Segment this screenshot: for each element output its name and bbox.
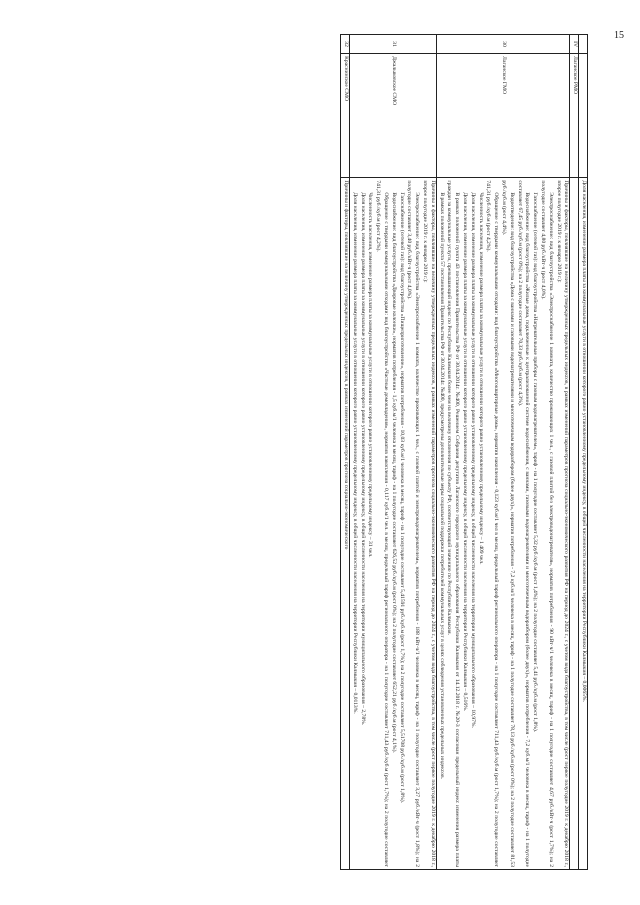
paragraph: Доля населения, изменение размера платы за коммунальные услуги в отношении которого равно установленному предельному индексу, в общей численности населения на территории Республики Калмыкия – 0,0065%. bbox=[581, 180, 587, 702]
paragraph: Электроснабжение: вид благоустройства «Электроснабжение 1 комната, количество проживающих 1 чел., с газовой плитой без электроводонагревателя», норматив потребления - 90 кВт·ч/1 человека в месяц, тариф - на 1 полугодие составляет 4,67 руб./кВт·ч (рост 1,7%); на 2 полугодие составляет 4,80 руб./кВт·ч (рост 4,0%). bbox=[540, 180, 554, 867]
paragraph: Водоснабжение: вид благоустройства «Дворовые колонки», норматив потребления - 1,5 куб.м/1 человека в месяц, тариф - на 1 полугодие составляет 626,52 руб./куб.м (рост 0%); на 2 полугодие составляет 652,21 руб./куб.м (рост 4,1%). bbox=[390, 192, 397, 753]
section-number: IV bbox=[570, 35, 579, 54]
row-number bbox=[579, 35, 588, 54]
table-row bbox=[436, 35, 570, 870]
index-table bbox=[340, 34, 588, 870]
paragraph: Причины и факторы, повлиявшие на величину утвержденных предельных индексов, в рамках изменений параметров прогноза социально-экономического bbox=[343, 180, 350, 550]
row-text bbox=[350, 178, 437, 870]
paragraph: Численность населения, изменение размера платы за коммунальные услуги в отношении которого равно установленному предельному индексу – 31 чел. bbox=[367, 192, 374, 558]
row-text bbox=[436, 178, 570, 870]
paragraph: Доля населения, изменение размера платы за коммунальные услуги в отношении которого равно установленному предельному индексу, в общей численности населения на территории Республики Калмыкия – 0,0113%. bbox=[351, 192, 358, 714]
row-number: 32 bbox=[341, 35, 350, 54]
paragraph: Доля населения, изменение размера платы за коммунальные услуги в отношении которого равно установленному предельному индексу, в общей численности населения на территории Республики Калмыкия – 0,516%. bbox=[462, 192, 469, 712]
paragraph: Численность населения, изменение размера платы за коммунальные услуги в отношении которого равно установленному предельному индексу – 1 409 чел. bbox=[477, 192, 484, 565]
table-row bbox=[341, 35, 350, 870]
paragraph: В рамках положений пункта 57 постановления Правительства РФ от 30.04.2014г. №400, предусмотрены дополнительные меры социальной поддержки потребителей коммунальных услуг в целях соблюдения установленных предельных индексов. bbox=[438, 192, 445, 780]
municipality-name bbox=[579, 54, 588, 178]
paragraph: Причины и факторы, повлиявшие на величину утвержденных предельных индексов, в рамках изменений параметров прогноза социально-экономического развития РФ на период до 2024 г., с учетом вида благоустройства, в том числе (рост первое полугодие 2019 г. к декабрю 2018 г., второе полугодие 2019 г. к январю 2019 г.): bbox=[555, 180, 570, 867]
section-empty bbox=[570, 178, 579, 870]
paragraph: Водоснабжение: вид благоустройства «Жилые дома, подключенные к централизованной системе водоснабжения, с ваннами, газовыми водонагревателями и многоточечным водоразбором (более двух)», норматив потребления - 7,2 куб.м/1 человека в месяц, тариф - на 1 полугодие составляет 67,45 руб./куб.м (рост 0%); на 2 полугодие составляет 70,33 руб./куб.м (рост 4,3%). bbox=[516, 180, 531, 867]
row-number: 31 bbox=[350, 35, 437, 54]
paragraph: Доля населения, изменение размера платы за коммунальные услуги в отношении которого равно установленному предельному индексу, в общей численности населения на территории муниципального образования – 2,78%. bbox=[359, 192, 366, 726]
paragraph: Обращение с твердыми коммунальными отходами: вид благоустройства «Частные домовладения», норматив накопления - 0,117 куб.м/1 чел. в месяц, предельный тариф регионального оператора - на 1 полугодие составляет 711,43 руб./куб.м (рост 1,7%); на 2 полугодие составляет 741,31 руб./куб.м (рост 4,2%). bbox=[375, 180, 390, 867]
table-row bbox=[579, 35, 588, 870]
paragraph: Доля населения, изменение размера платы за коммунальные услуги в отношении которого равно установленному предельному индексу, в общей численности населения на территории муниципального образования – 10,97%. bbox=[469, 192, 476, 728]
section-name: Лаганское РМО bbox=[570, 54, 579, 178]
paragraph: Причины и факторы, повлиявшие на величину утвержденных предельных индексов, в рамках изменений параметров прогноза социально-экономического развития РФ на период до 2024 г., с учетом вида благоустройства, в том числе (рост первое полугодие 2019 г. к декабрю 2018 г., второе полугодие 2019 г. к январю 2019 г.): bbox=[422, 180, 436, 867]
municipality-name: Лаганское ГМО bbox=[436, 54, 570, 178]
page-number: 15 bbox=[614, 30, 624, 41]
paragraph: Электроснабжение: вид благоустройства «Электроснабжение 1 комната, количество проживающих 1 чел., с газовой плитой и электроводонагревателем», норматив потребления - 188 кВт·ч/1 человека в месяц, тариф - на 1 полугодие составляет 3,27 руб./кВт·ч (рост 1,8%); на 2 полугодие составляет 3,40 руб./кВт·ч (рост 4,0%). bbox=[406, 180, 421, 867]
rotated-page bbox=[46, 34, 588, 870]
paragraph: Обращение с твердыми коммунальными отходами: вид благоустройства «Многоквартирные дома», норматив накопления - 0,123 куб.м/1 чел в месяц, предельный тариф регионального оператора - на 1 полугодие составляет 711,43 руб./куб.м (рост 1,7%); на 2 полугодие составляет 741,31 руб./куб.м (рост 4,2%). bbox=[485, 180, 500, 867]
table-row bbox=[350, 35, 437, 870]
row-text bbox=[579, 178, 588, 870]
municipality-name: Джалыковское СМО bbox=[350, 54, 437, 178]
row-text bbox=[341, 178, 350, 870]
municipality-name: Краснинское СМО bbox=[341, 54, 350, 178]
paragraph: Газоснабжение (сетевой газ): вид благоустройства «Нагревательные приборы с газовым водонагревателем», тариф - на 1 полугодие составляет 5,32 руб./куб.м (рост 1,4%); на 2 полугодие составляет 5,41 руб./куб.м (рост 1,8%). bbox=[532, 192, 539, 733]
paragraph: В рамках положений пункта 43 постановления Правительства РФ от 30.04.2014г. №400, Решением Собрания депутатов Лаганского городского муниципального образования Республики Калмыкия от 14.12.2018 г. №20-3 согласован предельный индекс изменения размера платы граждан за коммунальные услуги, превышающий индекс по Республике Калмыкия более чем на величину отклонения по субъекту РФ, соответствующий значению по Республике Калмыкия. bbox=[446, 180, 461, 867]
row-number: 30 bbox=[436, 35, 570, 54]
paragraph: Газоснабжение (сетевой газ): вид благоустройства «Пищеприготовление», норматив потребления - 10,03 куб.м/1 человека в месяц, тариф - на 1 полугодие составляет 5,41591 руб./куб.м (рост 1,7%); на 2 полугодие составляет 5,51708 руб./куб.м (рост 1,8%). bbox=[398, 192, 405, 804]
paragraph: Водоотведение: вид благоустройства «Дома с ваннами и газовыми водонагревателями и многоточечным водоразбором (более двух)», норматив потребления - 7,2 куб.м/1 человека в месяц, тариф - на 1 полугодие составляет 78,13 руб./куб.м (рост 0%); на 2 полугодие составляет 81,53 руб./куб.м (рост 4,4%). bbox=[501, 180, 515, 867]
section-row bbox=[570, 35, 579, 870]
